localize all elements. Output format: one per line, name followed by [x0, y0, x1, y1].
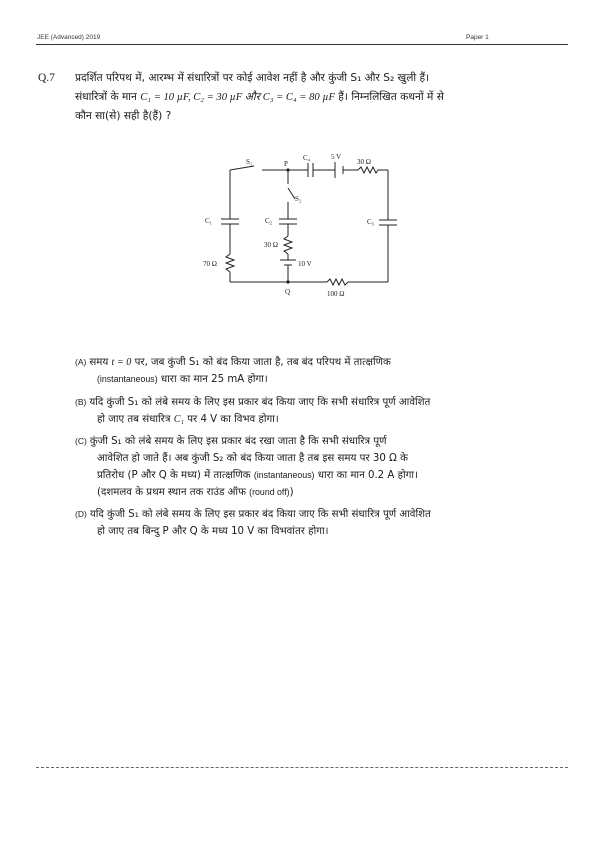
option-c: (C) कुंजी S₁ को लंबे समय के लिए इस प्रकार बंद रखा जाता है कि सभी संधारित्र पूर्ण आवेशित हो जाते हैं। अब कुंजी S₂ को बंद किया जाता है तब इस समय पर 30 Ω के प्रतिरोध (P और Q के मध्य) में तात्क्षणिक (instantaneous) धारा का मान 0.2 A होगा। (दशमलव के प्रथम स्थान तक राउंड ऑफ (round off)) — [75, 436, 418, 498]
exam-title: JEE (Advanced) 2019 — [37, 34, 101, 41]
option-b: (B) यदि कुंजी S₁ को लंबे समय के लिए इस प्रकार बंद किया जाए कि सभी संधारित्र पूर्ण आवेशित हो जाए तब संधारित्र C₁ पर 4 V का विभव होगा। — [75, 397, 431, 425]
question-line-3: कौन सा(से) सही है(हैं) ? — [75, 110, 172, 122]
label-p: P — [284, 160, 288, 168]
footer-rule — [36, 767, 568, 768]
label-10v: 10 V — [298, 260, 312, 268]
label-70ohm: 70 Ω — [203, 260, 217, 268]
option-a: (A) समय t = 0 पर, जब कुंजी S₁ को बंद किया जाता है, तब बंद परिपथ में तात्क्षणिक (instantaneous) धारा का मान 25 mA होगा। — [75, 357, 391, 385]
question-line-2: संधारित्रों के मान C₁ = 10 µF, C₂ = 30 µF और C₃ = C₄ = 80 µF हैं। निम्नलिखित कथनों में से — [75, 91, 444, 103]
label-30ohm-mid: 30 Ω — [264, 241, 278, 249]
question-line-1: प्रदर्शित परिपथ में, आरम्भ में संधारित्रों पर कोई आवेश नहीं है और कुंजी S₁ और S₂ खुली हैं। — [75, 72, 430, 84]
label-100ohm: 100 Ω — [327, 290, 345, 298]
label-30ohm-top: 30 Ω — [357, 158, 371, 166]
label-s1: S₁ — [246, 158, 253, 166]
label-c2: C₂ — [265, 217, 273, 225]
label-q: Q — [285, 288, 291, 296]
label-c3: C₃ — [367, 218, 375, 226]
label-5v: 5 V — [331, 153, 342, 161]
label-c4: C₄ — [303, 154, 311, 162]
question-number: Q.7 — [38, 72, 55, 84]
paper-number: Paper 1 — [466, 34, 489, 41]
label-s2: S₂ — [295, 195, 302, 203]
label-c1: C₁ — [205, 217, 213, 225]
option-d: (D) यदि कुंजी S₁ को लंबे समय के लिए इस प्रकार बंद किया जाए कि सभी संधारित्र पूर्ण आवेशित हो जाए तब बिन्दु P और Q के मध्य 10 V का विभवांतर होगा। — [75, 509, 431, 537]
capacitor-values: C₁ = 10 µF, C₂ = 30 µF और C₃ = C₄ = 80 µF — [140, 92, 335, 103]
